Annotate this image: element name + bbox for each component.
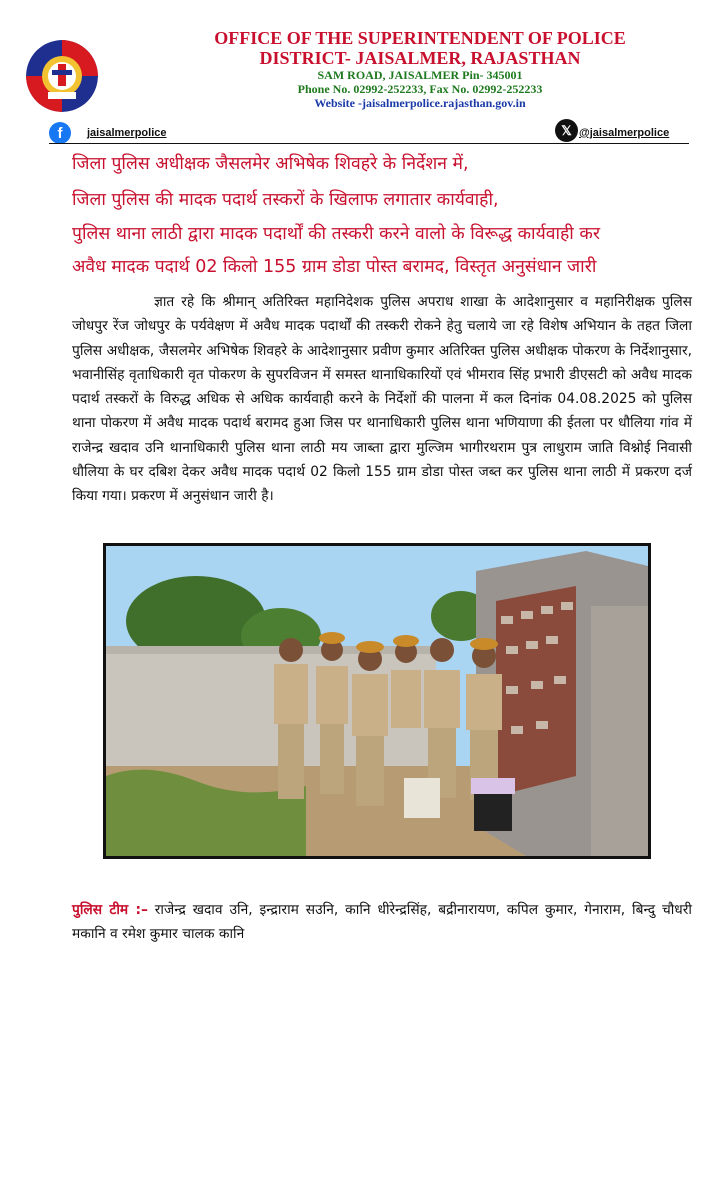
press-release-body: ज्ञात रहे कि श्रीमान् अतिरिक्त महानिदेशक पुलिस अपराध शाखा के आदेशानुसार व महानिरीक्षक पुलिस जोधपुर रेंज जोधपुर के पर्यवेक्षण में अवैध मादक पदार्थों की तस्करी रोकने हेतु चलाये जा रहे विशेष अभियान के तहत जिला पुलिस अधीक्षक, जैसलमेर अभिषेक शिवहरे के आदेशानुसार प्रवीण कुमार अतिरिक्त पुलिस अधीक्षक पोकरण के निर्देशानुसार, भवानीसिंह वृताधिकारी वृत पोकरण के सुपरविजन में समस्त थानाधिकारियों एवं भीमराव सिंह प्रभारी डीएसटी को अवैध मादक पदार्थ तस्करों के विरुद्ध अधिक से अधिक कार्यवाही करने के निर्देशों की पालना में कल दिनांक 04.08.2025 को पुलिस थाना पोकरण में अवैध मादक पदार्थ बरामद हुआ जिस पर थानाधिकारी पुलिस थाना भणियाणा की ईतला पर धौलिया गांव में राजेन्द्र खदाव उनि थानाधिकारी पुलिस थाना लाठी मय जाब्ता द्वारा मुल्जिम भागीरथराम पुत्र लाधुराम जाति विश्नोई निवासी धौलिया के घर दबिश देकर अवैध मादक पदार्थ 02 किलो 155 ग्राम डोडा पोस्त जब्त कर पुलिस थाना लाठी में प्रकरण दर्ज किया गया। प्रकरण में अनुसंधान जारी है। (72, 294, 692, 505)
team-members: राजेन्द्र खदाव उनि, इन्द्राराम सउनि, कानि धीरेन्द्रसिंह, बद्रीनारायण, कपिल कुमार, गेनाराम, बिन्दु चौधरी मकानि व रमेश कुमार चालक कानि (72, 902, 692, 943)
police-team-section (72, 898, 692, 947)
headline-1: जिला पुलिस अधीक्षक जैसलमेर अभिषेक शिवहरे के निर्देशन में, (72, 154, 469, 174)
facebook-icon[interactable]: f (49, 122, 71, 144)
team-label: पुलिस टीम :– (72, 902, 148, 918)
facebook-handle[interactable]: jaisalmerpolice (87, 127, 167, 139)
police-team-photo (103, 543, 651, 859)
office-title: OFFICE OF THE SUPERINTENDENT OF POLICE (214, 28, 626, 48)
x-icon[interactable]: 𝕏 (555, 119, 578, 142)
x-handle[interactable]: @jaisalmerpolice (579, 127, 670, 139)
phone-line: Phone No. 02992-252233, Fax No. 02992-252233 (297, 82, 543, 96)
header-divider (49, 143, 689, 144)
headline-4: अवैध मादक पदार्थ 02 किलो 155 ग्राम डोडा पोस्त बरामद, विस्तृत अनुसंधान जारी (72, 257, 597, 277)
address-line: SAM ROAD, JAISALMER Pin- 345001 (317, 68, 523, 82)
headline-2: जिला पुलिस की मादक पदार्थ तस्करों के खिलाफ लगातार कार्यवाही, (72, 190, 499, 210)
website-line[interactable]: Website -jaisalmerpolice.rajasthan.gov.in (314, 96, 526, 110)
rajasthan-police-logo (26, 40, 98, 112)
headline-3: पुलिस थाना लाठी द्वारा मादक पदार्थों की तस्करी करने वालो के विरूद्ध कार्यवाही कर (72, 224, 600, 244)
district-title: DISTRICT- JAISALMER, RAJASTHAN (259, 48, 581, 68)
